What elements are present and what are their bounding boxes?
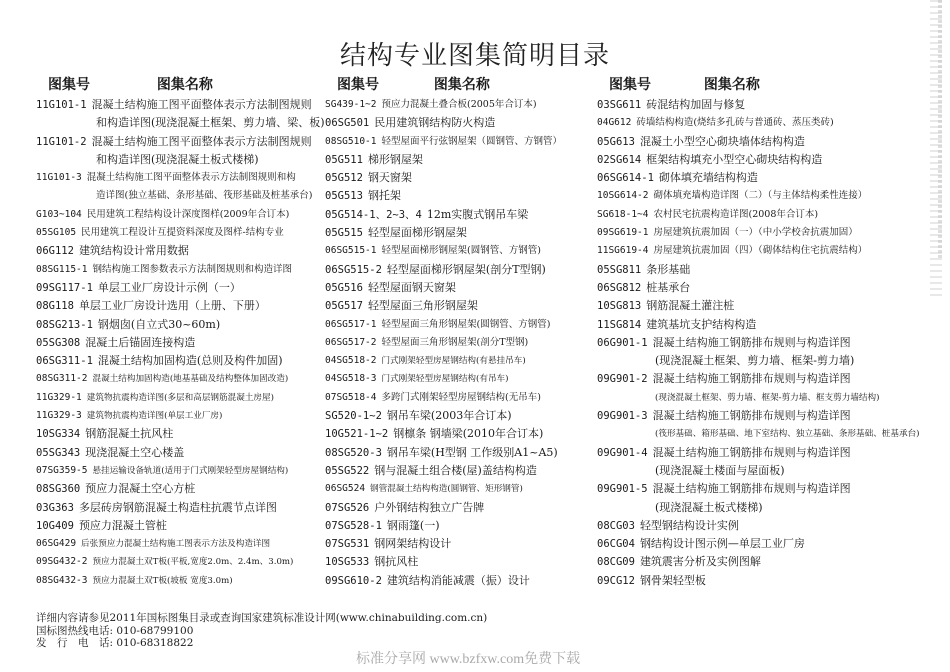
catalog-entry	[36, 425, 326, 443]
atlas-code: 08SG510-1	[325, 135, 377, 147]
catalog-entry	[36, 517, 326, 535]
catalog-entry-continuation	[597, 462, 917, 480]
catalog-entry	[36, 389, 326, 407]
atlas-name: 框架结构填充小型空心砌块结构构造	[646, 152, 823, 166]
atlas-name: 民用建筑工程设计互提资料深度及图样-结构专业	[81, 227, 284, 239]
catalog-entry	[36, 370, 326, 388]
catalog-entry	[325, 444, 610, 462]
catalog-entry	[597, 334, 917, 352]
catalog-entry	[597, 572, 917, 590]
atlas-code: 11G101-3	[36, 172, 82, 184]
atlas-name: 和构造详图(现浇混凝土框架、剪力墙、梁、板)	[96, 116, 325, 130]
atlas-name: 多跨门式刚架轻型房屋钢结构(无吊车)	[381, 391, 541, 403]
catalog-entry	[325, 389, 610, 407]
catalog-entry	[36, 169, 326, 187]
atlas-name: 建筑物抗震构造详图(多层和高层钢筋混凝土房屋)	[86, 392, 274, 403]
catalog-entry	[597, 261, 917, 279]
atlas-code: 08SG115-1	[36, 263, 88, 275]
atlas-code: 06SG429	[36, 538, 77, 550]
atlas-name: 预应力混凝土双T板(坡板 宽度3.0m)	[92, 575, 233, 586]
catalog-entry	[325, 352, 610, 370]
atlas-code: 09G901-2	[597, 373, 648, 386]
header-code: 图集号	[337, 77, 379, 93]
atlas-name: 轻型钢结构设计实例	[639, 518, 739, 532]
atlas-name: 钢结构施工图参数表示方法制图规则和构造详图	[92, 263, 292, 275]
catalog-entry	[325, 370, 610, 388]
atlas-code: 11SG619-4	[597, 245, 649, 257]
atlas-code: 11G329-1	[36, 391, 82, 403]
catalog-entry	[597, 407, 917, 425]
catalog-entry	[325, 261, 610, 279]
catalog-entry-continuation	[597, 499, 917, 517]
atlas-code: 10SG334	[36, 428, 81, 441]
catalog-entry	[325, 553, 610, 571]
catalog-entry	[597, 187, 917, 205]
atlas-code: 09G901-4	[597, 446, 648, 459]
column-header	[597, 74, 917, 96]
atlas-name: 农村民宅抗震构造详图(2008年合订本)	[653, 208, 819, 220]
atlas-name: 钢吊车梁(H型钢 工作级别A1~A5)	[386, 445, 558, 459]
catalog-entry	[325, 572, 610, 590]
atlas-name: 和构造详图(现浇混凝土板式楼梯)	[96, 152, 259, 166]
atlas-name: 钢筋混凝土灌注桩	[646, 299, 735, 313]
catalog-entry	[325, 151, 610, 169]
atlas-name: 钢天窗架	[367, 171, 412, 185]
atlas-name: 门式刚架轻型房屋钢结构(有吊车)	[381, 374, 509, 385]
footer-reference-note: 详细内容请参见2011年国标图集目录或查询国家建筑标准设计网(www.chinabuilding.com.cn)	[36, 612, 488, 624]
atlas-name: 钢与混凝土组合楼(屋)盖结构构造	[374, 463, 537, 477]
atlas-name: (现浇混凝土框架、剪力墙、框架-剪力墙、框支剪力墙结构)	[655, 392, 880, 403]
atlas-code: 08SG311-2	[36, 373, 88, 385]
atlas-name: 民用建筑钢结构防火构造	[374, 116, 496, 130]
atlas-name: 梯形钢屋架	[367, 152, 423, 166]
atlas-name: 预应力混凝土管桩	[78, 518, 167, 532]
catalog-entry	[36, 572, 326, 590]
atlas-name: 轻型屋面梯形钢屋架	[367, 226, 467, 240]
atlas-code: 04SG518-2	[325, 355, 377, 367]
atlas-name: (现浇混凝土板式楼梯)	[655, 500, 763, 514]
atlas-code: 08CG09	[597, 556, 635, 569]
atlas-name: 混凝土结构施工钢筋排布规则与构造详图	[652, 372, 851, 386]
atlas-name: 现浇混凝土空心楼盖	[85, 445, 185, 459]
atlas-code: 06G112	[36, 245, 74, 258]
atlas-code: 08SG360	[36, 483, 81, 496]
atlas-code: 06SG517-2	[325, 336, 377, 348]
atlas-name: 钢烟囱(自立式30~60m)	[97, 317, 221, 331]
catalog-entry	[325, 242, 610, 260]
atlas-name: 建筑基坑支护结构构造	[646, 317, 757, 331]
atlas-code: 03SG611	[597, 99, 642, 111]
atlas-name: 建筑结构设计常用数据	[78, 244, 189, 258]
catalog-entry	[325, 425, 610, 443]
atlas-name: 条形基础	[646, 262, 691, 276]
atlas-code: 05G511	[325, 153, 363, 166]
catalog-entry	[36, 535, 326, 553]
catalog-entry	[36, 261, 326, 279]
catalog-entry-continuation	[597, 389, 917, 407]
atlas-code: 08CG03	[597, 519, 635, 532]
atlas-code: SG618-1~4	[597, 208, 649, 220]
atlas-code: 07SG526	[325, 501, 370, 514]
atlas-name: 钢筋混凝土抗风柱	[85, 427, 174, 441]
atlas-name: 钢抗风柱	[374, 555, 419, 569]
atlas-name: 混凝土结构加固构造(地基基础及结构整体加固改造)	[92, 374, 289, 385]
document-title: 结构专业图集简明目录	[339, 41, 610, 71]
atlas-code: 05G515	[325, 227, 363, 240]
atlas-code: 07SG531	[325, 538, 370, 551]
atlas-name: 造详图(独立基础、条形基础、筏形基础及桩基承台)	[96, 190, 313, 202]
atlas-name: 房屋建筑抗震加固（四）（砌体结构住宅抗震结构）	[653, 245, 868, 257]
catalog-entry	[325, 517, 610, 535]
atlas-code: 08SG213-1	[36, 318, 93, 331]
atlas-name: 混凝土结构施工钢筋排布规则与构造详图	[652, 335, 851, 349]
catalog-entry	[325, 96, 610, 114]
catalog-entry	[597, 444, 917, 462]
catalog-entry	[325, 114, 610, 132]
atlas-name: 砖混结构加固与修复	[646, 98, 746, 111]
atlas-code: 10G409	[36, 519, 74, 532]
catalog-entry	[36, 297, 326, 315]
catalog-entry	[597, 279, 917, 297]
catalog-entry	[325, 169, 610, 187]
catalog-entry	[597, 370, 917, 388]
atlas-name: 单层工业厂房设计选用（上册、下册）	[78, 299, 266, 313]
atlas-name: (现浇混凝土框架、剪力墙、框架-剪力墙)	[655, 354, 855, 368]
catalog-entry-continuation	[36, 151, 326, 169]
catalog-entry-continuation	[36, 114, 326, 132]
atlas-name: 钢管混凝土结构构造(圆钢管、矩形钢管)	[370, 484, 523, 495]
atlas-code: 05SG811	[597, 263, 642, 276]
atlas-code: 06SG812	[597, 281, 642, 294]
atlas-code: 09SG117-1	[36, 281, 93, 294]
catalog-entry	[325, 407, 610, 425]
atlas-code: 05G513	[325, 190, 363, 203]
catalog-entry	[36, 462, 326, 480]
atlas-name: (现浇混凝土楼面与屋面板)	[655, 463, 785, 477]
catalog-entry	[325, 187, 610, 205]
catalog-entry	[597, 517, 917, 535]
atlas-name: 混凝土结构加固构造(总则及构件加固)	[97, 354, 283, 368]
column-header	[325, 74, 610, 96]
atlas-code: 06SG614-1	[597, 172, 654, 185]
atlas-code: 05G514-1、2~3、4	[325, 208, 422, 221]
atlas-name: 后张预应力混凝土结构施工图表示方法及构造详图	[81, 539, 271, 550]
atlas-name: 单层工业厂房设计示例（一）	[97, 280, 241, 294]
atlas-code: 09SG432-2	[36, 556, 88, 568]
catalog-entry	[597, 96, 917, 114]
atlas-name: 钢结构设计图示例—单层工业厂房	[639, 537, 805, 551]
atlas-code: 05SG522	[325, 464, 370, 477]
catalog-column-1	[36, 74, 326, 590]
atlas-code: 06SG311-1	[36, 355, 93, 368]
atlas-code: 09CG12	[597, 574, 635, 587]
catalog-entry	[36, 499, 326, 517]
atlas-name: 预应力混凝土空心方桩	[85, 482, 196, 496]
catalog-entry	[325, 297, 610, 315]
atlas-name: 砌体填充墙结构构造	[658, 171, 758, 185]
atlas-code: 04G612	[597, 117, 632, 129]
catalog-entry	[597, 553, 917, 571]
catalog-list	[597, 96, 920, 590]
atlas-code: 10SG813	[597, 300, 642, 313]
atlas-code: 08G118	[36, 300, 74, 313]
atlas-name: 轻型屋面平行弦钢屋架（圆钢管、方钢管）	[381, 135, 562, 147]
catalog-entry	[36, 407, 326, 425]
atlas-code: 03G363	[36, 501, 74, 514]
catalog-entry	[325, 462, 610, 480]
header-code: 图集号	[609, 77, 651, 93]
atlas-name: 民用建筑工程结构设计深度图样(2009年合订本)	[86, 208, 290, 220]
footer-publisher-phone: 发 行 电 话: 010-68318822	[36, 637, 194, 649]
catalog-entry	[36, 316, 326, 334]
catalog-list	[325, 96, 610, 590]
atlas-code: 05G512	[325, 172, 363, 185]
atlas-name: 多层砖房钢筋混凝土构造柱抗震节点详图	[78, 500, 277, 514]
atlas-name: 钢网架结构设计	[374, 537, 452, 551]
footer-notes	[36, 612, 487, 650]
atlas-name: 轻型屋面钢天窗架	[367, 280, 456, 294]
catalog-entry	[325, 224, 610, 242]
catalog-entry	[597, 224, 917, 242]
atlas-name: 砖墙结构构造(烧结多孔砖与普通砖、蒸压类砖)	[636, 117, 834, 129]
catalog-entry	[597, 480, 917, 498]
atlas-name: 轻型屋面三角形钢屋架(圆钢管、方钢管)	[381, 318, 551, 330]
catalog-entry	[597, 169, 917, 187]
catalog-entry	[597, 114, 917, 132]
atlas-code: 05G516	[325, 281, 363, 294]
atlas-code: 11G101-1	[36, 99, 87, 111]
catalog-entry	[36, 334, 326, 352]
atlas-code: 11G101-2	[36, 135, 87, 148]
atlas-code: 04SG518-3	[325, 373, 377, 385]
atlas-code: 09G901-3	[597, 410, 648, 423]
atlas-name: 钢檩条 钢墙梁(2010年合订本)	[393, 427, 544, 441]
catalog-entry	[597, 297, 917, 315]
catalog-list	[36, 96, 326, 590]
atlas-code: 10G521-1~2	[325, 428, 389, 441]
atlas-name: 预应力混凝土叠合板(2005年合订本)	[381, 99, 537, 110]
atlas-code: 06CG04	[597, 538, 635, 551]
header-name: 图集名称	[433, 77, 490, 93]
atlas-name: 钢吊车梁(2003年合订本)	[386, 409, 512, 423]
catalog-entry	[325, 334, 610, 352]
catalog-entry	[597, 133, 917, 151]
atlas-name: 建筑结构消能减震（振）设计	[386, 573, 530, 587]
atlas-name: 混凝土小型空心砌块墙体结构构造	[639, 134, 805, 148]
atlas-name: 建筑物抗震构造详图(单层工业厂房)	[86, 411, 223, 422]
atlas-name: 钢雨篷(一)	[386, 518, 440, 532]
atlas-name: 轻型屋面梯形钢屋架(剖分T型钢)	[386, 262, 546, 276]
catalog-entry	[597, 535, 917, 553]
atlas-code: 10SG614-2	[597, 190, 649, 202]
catalog-entry	[36, 96, 326, 114]
catalog-entry	[36, 279, 326, 297]
atlas-code: 06SG524	[325, 483, 366, 495]
footer-hotline: 国标图热线电话: 010-68799100	[36, 624, 194, 637]
atlas-name: 混凝土结构施工钢筋排布规则与构造详图	[652, 482, 851, 496]
atlas-code: 06SG501	[325, 117, 370, 130]
atlas-name: 混凝土结构施工图平面整体表示方法制图规则	[91, 98, 312, 111]
catalog-entry	[325, 480, 610, 498]
atlas-code: 07SG518-4	[325, 391, 377, 403]
catalog-entry	[325, 133, 610, 151]
atlas-name: 混凝土后锚固连接构造	[85, 335, 196, 349]
atlas-code: SG439-1~2	[325, 99, 377, 110]
atlas-code: 05G517	[325, 300, 363, 313]
atlas-name: 悬挂运输设备轨道(适用于门式刚架轻型房屋钢结构)	[92, 465, 289, 476]
atlas-name: 桩基承台	[646, 280, 691, 294]
atlas-code: 06SG515-2	[325, 263, 382, 276]
atlas-name: 砌体填充墙构造详图（二）（与主体结构柔性连接）	[653, 190, 868, 202]
catalog-column-3	[597, 74, 920, 590]
atlas-code: 07SG528-1	[325, 519, 382, 532]
atlas-code: 11SG814	[597, 318, 642, 331]
atlas-name: 钢托架	[367, 189, 401, 203]
atlas-name: 房屋建筑抗震加固（一）（中小学校舍抗震加固）	[653, 227, 858, 239]
catalog-entry-continuation	[36, 187, 326, 205]
atlas-code: 05SG308	[36, 336, 81, 349]
header-code: 图集号	[48, 77, 90, 93]
catalog-entry-continuation	[597, 425, 920, 443]
catalog-entry	[597, 151, 917, 169]
catalog-entry	[36, 480, 326, 498]
atlas-code: SG520-1~2	[325, 410, 382, 423]
atlas-code: 05G613	[597, 135, 635, 148]
atlas-code: 11G329-3	[36, 410, 82, 422]
atlas-name: 轻型屋面三角形钢屋架	[367, 299, 478, 313]
atlas-name: 混凝土结构施工钢筋排布规则与构造详图	[652, 409, 851, 423]
atlas-name: 轻型屋面三角形钢屋架(剖分T型钢)	[381, 336, 529, 348]
atlas-code: 09SG610-2	[325, 574, 382, 587]
atlas-code: G103~104	[36, 208, 82, 220]
atlas-code: 08SG520-3	[325, 446, 382, 459]
header-name: 图集名称	[156, 77, 213, 93]
atlas-name: 建筑震害分析及实例图解	[639, 555, 761, 569]
catalog-entry	[325, 535, 610, 553]
catalog-entry	[597, 206, 917, 224]
atlas-code: 09G901-5	[597, 483, 648, 496]
catalog-entry	[36, 352, 326, 370]
atlas-code: 06SG517-1	[325, 318, 377, 330]
catalog-entry	[597, 316, 917, 334]
catalog-entry	[36, 444, 326, 462]
catalog-entry	[325, 316, 610, 334]
catalog-entry-continuation	[597, 352, 917, 370]
atlas-name: 混凝土结构施工图平面整体表示方法制图规则	[91, 134, 312, 148]
catalog-entry	[597, 242, 917, 260]
catalog-column-2	[325, 74, 610, 590]
column-header	[36, 74, 326, 96]
atlas-name: 12m实腹式钢吊车梁	[426, 207, 529, 221]
atlas-code: 05SG105	[36, 227, 77, 239]
atlas-code: 02SG614	[597, 153, 642, 166]
catalog-entry	[325, 206, 610, 224]
atlas-code: 08SG432-3	[36, 574, 88, 586]
catalog-entry	[36, 206, 326, 224]
catalog-entry	[36, 242, 326, 260]
header-name: 图集名称	[703, 77, 760, 93]
atlas-name: 门式刚架轻型房屋钢结构(有悬挂吊车)	[381, 356, 526, 367]
atlas-name: 钢骨架轻型板	[639, 573, 706, 587]
catalog-entry	[325, 279, 610, 297]
catalog-entry	[36, 133, 326, 151]
catalog-entry	[325, 499, 610, 517]
atlas-name: 轻型屋面梯形钢屋架(圆钢管、方钢管)	[381, 245, 541, 257]
atlas-code: 10SG533	[325, 556, 370, 569]
atlas-code: 06SG515-1	[325, 245, 377, 257]
atlas-code: 09SG619-1	[597, 227, 649, 239]
atlas-name: 混凝土结构施工钢筋排布规则与构造详图	[652, 445, 851, 459]
atlas-code: 07SG359-5	[36, 464, 88, 476]
atlas-name: (筏形基础、箱形基础、地下室结构、独立基础、条形基础、桩基承台)	[655, 429, 920, 440]
catalog-entry	[36, 553, 326, 571]
catalog-entry	[36, 224, 326, 242]
watermark: 标准分享网 www.bzfxw.com免费下载	[356, 652, 581, 667]
atlas-code: 05SG343	[36, 446, 81, 459]
atlas-name: 混凝土结构施工图平面整体表示方法制图规则和构	[86, 172, 296, 184]
atlas-code: 06G901-1	[597, 336, 648, 349]
atlas-name: 预应力混凝土双T板(平板,宽度2.0m、2.4m、3.0m)	[92, 557, 294, 568]
atlas-name: 户外钢结构独立广告牌	[374, 500, 485, 514]
